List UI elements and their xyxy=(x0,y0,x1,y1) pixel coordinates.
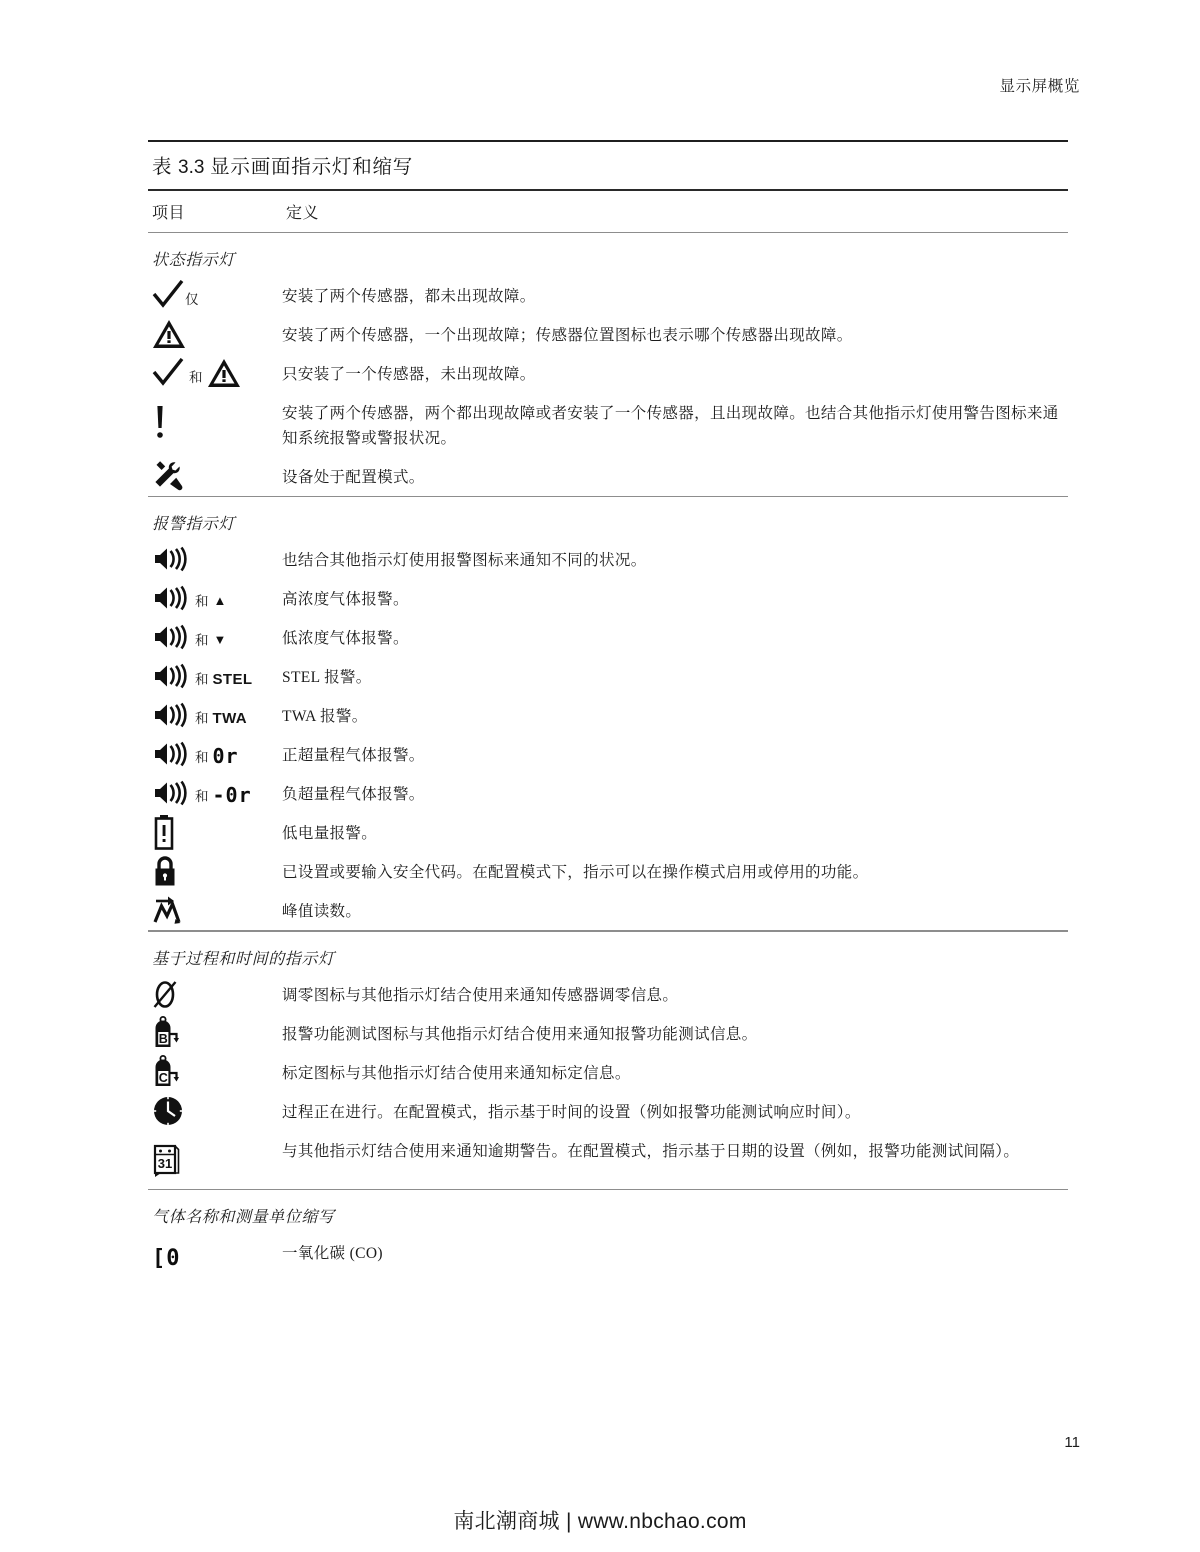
row-definition: 设备处于配置模式。 xyxy=(282,468,425,486)
triangle-down-icon: ▼ xyxy=(213,632,227,648)
table-row xyxy=(148,657,1068,696)
row-definition: 负超量程气体报警。 xyxy=(282,786,425,804)
row-icon-cell xyxy=(148,1014,282,1052)
row-icon-suffix: 仅 xyxy=(185,291,199,307)
row-icon-cell xyxy=(148,657,282,695)
row-conjunction: 和 xyxy=(195,750,209,766)
row-icon-cell xyxy=(148,1131,282,1189)
table-row xyxy=(148,1092,1068,1131)
table-row xyxy=(148,393,1068,457)
section-rows-process xyxy=(148,975,1068,1189)
row-definition: 只安装了一个传感器，未出现故障。 xyxy=(282,365,536,383)
row-definition: 高浓度气体报警。 xyxy=(282,591,409,609)
table-row xyxy=(148,975,1068,1014)
row-conjunction: 和 xyxy=(195,789,209,805)
triangle-up-icon: ▲ xyxy=(213,593,227,609)
warning-triangle-icon xyxy=(207,358,241,388)
site-credit-footer: 南北潮商城 | www.nbchao.com xyxy=(453,1510,747,1533)
column-header-item: 项目 xyxy=(152,204,186,222)
section-label-gas-names: 气体名称和测量单位缩写 xyxy=(152,1209,335,1227)
speaker-alarm-icon xyxy=(152,701,190,729)
table-title-text: 显示画面指示灯和缩写 xyxy=(210,157,414,178)
section-rows-gas-names xyxy=(148,1233,1068,1272)
row-definition: 与其他指示灯结合使用来通知逾期警告。在配置模式，指示基于日期的设置（例如，报警功能测试间隔）。 xyxy=(282,1142,1020,1160)
table-row xyxy=(148,540,1068,579)
table-row xyxy=(148,457,1068,496)
row-definition: 报警功能测试图标与其他指示灯结合使用来通知报警功能测试信息。 xyxy=(282,1025,758,1043)
row-icon-cell xyxy=(148,735,282,773)
speaker-alarm-icon xyxy=(152,623,190,651)
row-definition: 安装了两个传感器，两个都出现故障或者安装了一个传感器，且出现故障。也结合其他指示灯使用警告图标来通知系统报警或警报状况。 xyxy=(282,404,1059,447)
row-definition: 调零图标与其他指示灯结合使用来通知传感器调零信息。 xyxy=(282,986,679,1004)
row-icon-cell xyxy=(148,457,282,495)
checkmark-and-warning-icon xyxy=(152,358,241,388)
speaker-alarm-icon xyxy=(152,545,190,573)
speaker-alarm-icon xyxy=(152,740,190,768)
column-header-definition: 定义 xyxy=(286,204,320,222)
row-definition: 安装了两个传感器，都未出现故障。 xyxy=(282,287,536,305)
row-icon-cell xyxy=(148,774,282,812)
svg-text:C: C xyxy=(158,1070,168,1085)
table-row xyxy=(148,774,1068,813)
section-label-alarm: 报警指示灯 xyxy=(152,516,236,534)
row-conjunction: 和 xyxy=(195,672,209,688)
row-icon-cell xyxy=(148,354,282,392)
table-row xyxy=(148,735,1068,774)
row-conjunction: 和 xyxy=(195,711,209,727)
row-icon-cell xyxy=(148,696,282,734)
speaker-alarm-icon xyxy=(152,779,190,807)
exclamation-icon xyxy=(152,405,168,439)
bump-test-cylinder-icon xyxy=(152,1016,180,1050)
row-icon-cell xyxy=(148,393,282,451)
row-definition: 过程正在进行。在配置模式，指示基于时间的设置（例如报警功能测试响应时间）。 xyxy=(282,1103,861,1121)
section-rows-alarm xyxy=(148,540,1068,930)
row-definition: 低电量报警。 xyxy=(282,825,378,843)
row-conjunction: 和 xyxy=(195,594,209,610)
padlock-icon xyxy=(152,855,178,887)
warning-triangle-icon xyxy=(152,319,186,349)
table-row xyxy=(148,852,1068,891)
speaker-alarm-icon xyxy=(152,584,190,612)
table-row xyxy=(148,1131,1068,1189)
row-icon-cell xyxy=(148,1092,282,1130)
section-label-process: 基于过程和时间的指示灯 xyxy=(152,950,335,968)
row-icon-cell xyxy=(148,1053,282,1091)
row-conjunction: 和 xyxy=(189,369,203,385)
twa-label: TWA xyxy=(212,710,248,728)
lcd-co-icon: [0 xyxy=(152,1246,181,1272)
table-row xyxy=(148,696,1068,735)
row-icon-cell xyxy=(148,813,282,851)
row-icon-cell xyxy=(148,315,282,353)
battery-low-icon xyxy=(152,814,176,850)
stel-label: STEL xyxy=(212,671,253,689)
calibration-cylinder-icon xyxy=(152,1055,180,1089)
row-definition: STEL 报警。 xyxy=(282,669,372,687)
table-row xyxy=(148,315,1068,354)
section-label-status: 状态指示灯 xyxy=(152,251,236,269)
running-header: 显示屏概览 xyxy=(999,78,1080,95)
row-definition: TWA 报警。 xyxy=(282,708,368,726)
table-row xyxy=(148,891,1068,930)
row-conjunction: 和 xyxy=(195,633,209,649)
svg-text:B: B xyxy=(158,1031,168,1046)
table-column-headers xyxy=(148,191,1068,232)
over-range-lcd-icon: 0r xyxy=(212,744,239,769)
table-title-prefix: 表 xyxy=(152,157,173,178)
table-row xyxy=(148,618,1068,657)
calendar-icon xyxy=(152,1143,182,1177)
checkmark-icon xyxy=(152,358,184,388)
row-icon-cell xyxy=(148,618,282,656)
table-row xyxy=(148,1014,1068,1053)
svg-text:31: 31 xyxy=(157,1155,173,1171)
clock-icon xyxy=(152,1095,184,1127)
speaker-alarm-icon xyxy=(152,662,190,690)
row-icon-cell xyxy=(148,891,282,929)
row-definition: 安装了两个传感器，一个出现故障；传感器位置图标也表示哪个传感器出现故障。 xyxy=(282,326,853,344)
row-definition: 标定图标与其他指示灯结合使用来通知标定信息。 xyxy=(282,1064,631,1082)
table-row xyxy=(148,579,1068,618)
tools-icon xyxy=(152,460,186,492)
document-page xyxy=(148,140,1068,1272)
row-icon-cell xyxy=(148,276,282,314)
row-definition: 已设置或要输入安全代码。在配置模式下，指示可以在操作模式启用或停用的功能。 xyxy=(282,864,869,882)
table-row xyxy=(148,813,1068,852)
table-row xyxy=(148,276,1068,315)
table-row xyxy=(148,1053,1068,1092)
row-definition: 低浓度气体报警。 xyxy=(282,630,409,648)
row-icon-cell xyxy=(148,540,282,578)
zero-slashed-icon xyxy=(152,978,178,1010)
row-icon-cell xyxy=(148,852,282,890)
page-number: 11 xyxy=(1064,1434,1080,1451)
row-definition: 峰值读数。 xyxy=(282,903,362,921)
row-definition: 正超量程气体报警。 xyxy=(282,747,425,765)
row-definition: 也结合其他指示灯使用报警图标来通知不同的状况。 xyxy=(282,552,647,570)
table-title xyxy=(148,142,1068,189)
table-row xyxy=(148,354,1068,393)
table-row xyxy=(148,1233,1068,1272)
table-title-number: 3.3 xyxy=(178,157,205,178)
checkmark-icon xyxy=(152,280,184,310)
peak-reading-icon xyxy=(152,895,184,925)
row-icon-cell xyxy=(148,975,282,1013)
section-rows-status xyxy=(148,276,1068,496)
row-definition: 一氧化碳 (CO) xyxy=(282,1245,383,1263)
row-icon-cell xyxy=(148,1233,282,1271)
row-icon-cell xyxy=(148,579,282,617)
under-range-lcd-icon: -0r xyxy=(212,783,252,808)
